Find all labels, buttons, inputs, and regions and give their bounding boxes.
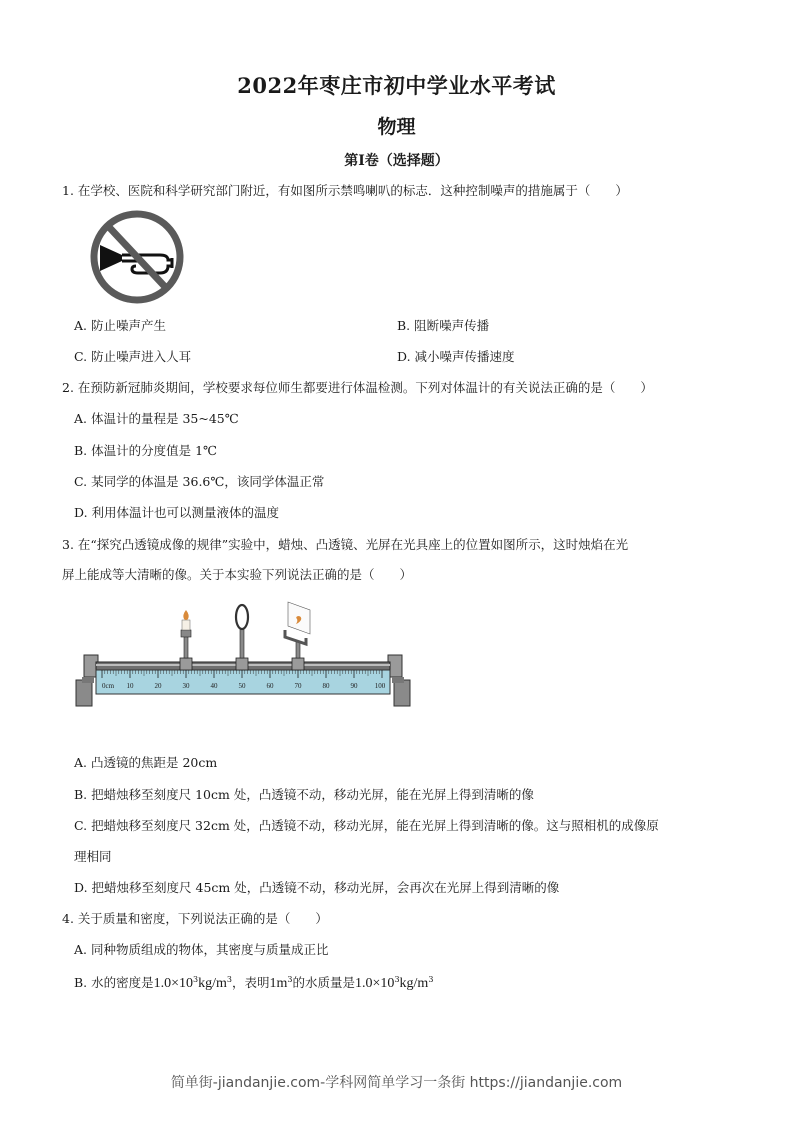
q4-b-mid: ，表明 xyxy=(232,975,270,990)
q2-option-a[interactable]: A. 体温计的量程是 35~45℃ xyxy=(74,411,239,426)
q1-option-c[interactable]: C. 防止噪声进入人耳 xyxy=(74,349,192,364)
question-3-stem-line1: 3. 在“探究凸透镜成像的规律”实验中，蜡烛、凸透镜、光屏在光具座上的位置如图所示，这时烛焰在光 xyxy=(62,537,629,552)
section-title: 第I卷（选择题） xyxy=(344,153,449,169)
ruler-label-60: 60 xyxy=(266,682,274,690)
ruler-label-70: 70 xyxy=(294,682,302,690)
q2-option-b[interactable]: B. 体温计的分度值是 1℃ xyxy=(74,443,218,458)
ruler-label-10: 10 xyxy=(126,682,134,690)
q1-option-a[interactable]: A. 防止噪声产生 xyxy=(74,318,166,333)
no-honking-sign-icon xyxy=(88,208,186,306)
q4-b-value1: 1.0×10 xyxy=(153,976,194,991)
ruler-label-50: 50 xyxy=(238,682,246,690)
q4-b-exp2: 3 xyxy=(394,974,400,984)
question-1-stem: 1. 在学校、医院和科学研究部门附近，有如图所示禁鸣喇叭的标志．这种控制噪声的措施属于（ ） xyxy=(62,183,628,198)
ruler-label-100: 100 xyxy=(374,682,386,690)
q4-b-volume-exp: 3 xyxy=(287,974,293,984)
q1-option-b[interactable]: B. 阻断噪声传播 xyxy=(397,318,490,333)
subject-title: 物理 xyxy=(377,116,416,138)
question-3-stem-line2: 屏上能成等大清晰的像。关于本实验下列说法正确的是（ ） xyxy=(62,567,413,582)
q2-option-c[interactable]: C. 某同学的体温是 36.6℃，该同学体温正常 xyxy=(74,474,325,489)
q2-option-d[interactable]: D. 利用体温计也可以测量液体的温度 xyxy=(74,505,280,520)
convex-lens-icon xyxy=(236,605,248,670)
q4-b-unit1-exp: 3 xyxy=(226,974,233,984)
q3-option-d[interactable]: D. 把蜡烛移至刻度尺 45cm 处，凸透镜不动，移动光屏，会再次在光屏上得到清晰的像 xyxy=(74,880,560,895)
ruler-label-80: 80 xyxy=(322,682,330,690)
q3-option-a[interactable]: A. 凸透镜的焦距是 20cm xyxy=(74,755,218,770)
q4-b-volume: 1m xyxy=(269,976,288,991)
question-4-stem: 4. 关于质量和密度，下列说法正确的是（ ） xyxy=(62,911,328,926)
ruler-label-0: 0cm xyxy=(101,682,115,690)
ruler-label-40: 40 xyxy=(210,682,218,690)
light-screen-icon xyxy=(285,602,310,670)
q4-b-mid2: 的水质量是 xyxy=(292,975,356,990)
exam-title: 2022年枣庄市初中学业水平考试 xyxy=(237,73,556,98)
q3-option-b[interactable]: B. 把蜡烛移至刻度尺 10cm 处，凸透镜不动，移动光屏，能在光屏上得到清晰的像 xyxy=(74,787,534,802)
q4-b-unit1: kg/m xyxy=(198,976,227,991)
candle-icon xyxy=(180,610,192,670)
q4-b-prefix: B. 水的密度是 xyxy=(74,975,154,990)
q4-b-value2: 1.0×10 xyxy=(355,976,395,991)
q1-option-d[interactable]: D. 减小噪声传播速度 xyxy=(397,349,515,364)
footer-watermark: 简单街-jiandanjie.com-学科网简单学习一条街 https://jiandanjie.com xyxy=(170,1075,623,1091)
ruler-label-90: 90 xyxy=(350,682,358,690)
ruler-label-20: 20 xyxy=(154,682,162,690)
q4-option-a[interactable]: A. 同种物质组成的物体，其密度与质量成正比 xyxy=(74,942,329,957)
q4-b-unit2-exp: 3 xyxy=(428,974,434,984)
q3-option-c-line2[interactable]: 理相同 xyxy=(74,849,112,864)
optical-bench-diagram xyxy=(72,600,412,708)
q4-b-unit2: kg/m xyxy=(399,976,429,991)
q3-option-c-line1[interactable]: C. 把蜡烛移至刻度尺 32cm 处，凸透镜不动，移动光屏，能在光屏上得到清晰的像。这与照相机的成像原 xyxy=(74,818,659,833)
ruler-label-30: 30 xyxy=(182,682,190,690)
q4-b-exp1: 3 xyxy=(193,974,199,984)
q4-option-b[interactable] xyxy=(74,975,433,992)
question-2-stem: 2. 在预防新冠肺炎期间，学校要求每位师生都要进行体温检测。下列对体温计的有关说法正确的是（ ） xyxy=(62,380,653,395)
